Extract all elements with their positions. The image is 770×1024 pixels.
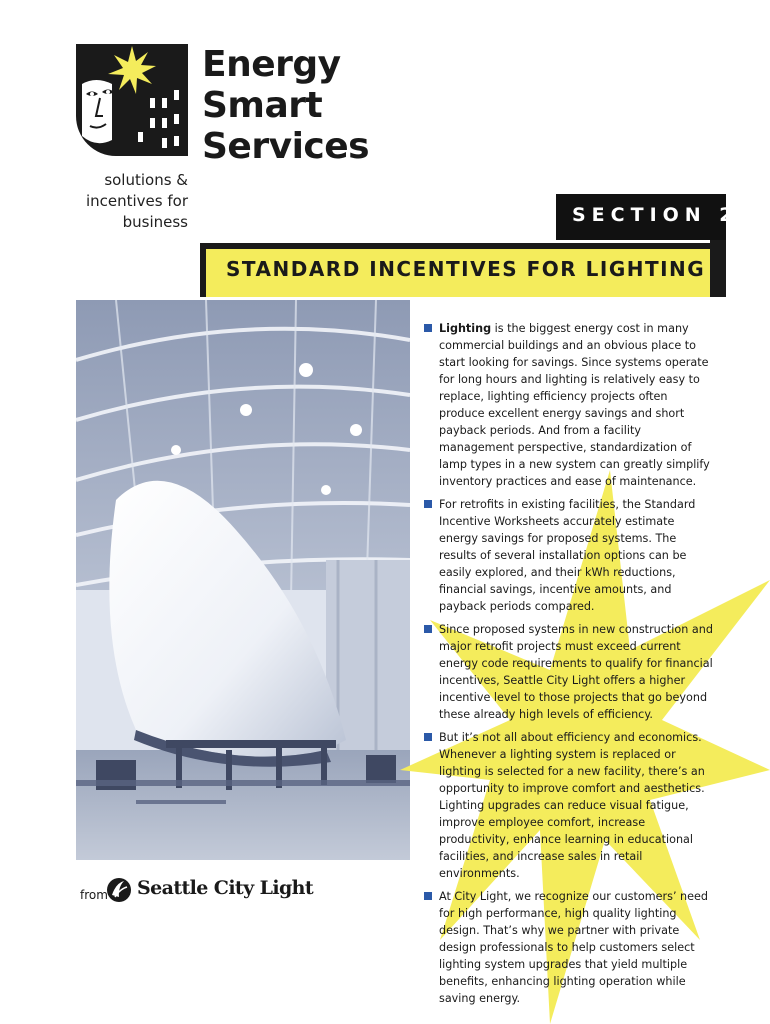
bullet-text: For retrofits in existing facilities, the Standard Incentive Worksheets accurately estimate energy savings for proposed systems. The results of several installation options can be easily explored, and their kWh reductions, financial savings, incentive amounts, and payback periods compared. xyxy=(439,498,696,613)
seattle-city-light-logo-icon xyxy=(106,875,132,905)
tagline-line-3: business xyxy=(122,213,188,231)
tagline-line-1: solutions & xyxy=(104,171,188,189)
utility-name: Seattle City Light xyxy=(137,877,314,899)
bullet-lead: Lighting xyxy=(439,322,492,335)
bullet-text: At City Light, we recognize our customers’ need for high performance, high quality lighting design. That’s why we partner with private design professionals to help customers select lighting system upgrades that yield multiple benefits, enhancing lighting operation while saving energy. xyxy=(439,890,709,1005)
energy-smart-logo-icon xyxy=(76,44,188,156)
bullet-item xyxy=(424,621,716,723)
bullet-square-icon xyxy=(424,733,432,741)
boat-hangar-photo xyxy=(76,300,410,860)
bullet-item xyxy=(424,888,716,1007)
bullet-text: Since proposed systems in new construction and major retrofit projects must exceed current energy code requirements to qualify for financial incentives, Seattle City Light offers a higher incentive level to those projects that go beyond these already high levels of efficiency. xyxy=(439,623,713,721)
bullet-text: is the biggest energy cost in many commercial buildings and an obvious place to start looking for savings. Since systems operate for long hours and lighting is relatively easy to replace, lighting efficiency projects often produce excellent energy savings and short payback periods. And from a facility management perspective, standardization of lamp types in a new system can greatly simplify inventory practices and ease of maintenance. xyxy=(439,322,710,488)
section-label: SECTION 2B xyxy=(572,204,760,226)
bullet-item xyxy=(424,496,716,615)
page-title: STANDARD INCENTIVES FOR LIGHTING xyxy=(226,257,706,281)
brand-name xyxy=(202,44,369,167)
bullet-square-icon xyxy=(424,892,432,900)
brand-line-1: Energy xyxy=(202,44,341,85)
from-label: from xyxy=(80,888,108,902)
brand-line-3: Services xyxy=(202,126,370,167)
bullet-square-icon xyxy=(424,500,432,508)
bullet-text: But it’s not all about efficiency and economics. Whenever a lighting system is replaced or lighting is selected for a new facility, there’s an opportunity to improve comfort and aesthetics. Lighting upgrades can reduce visual fatigue, improve employee comfort, increase productivity, enhance learning in educational facilities, and increase sales in retail environments. xyxy=(439,731,705,880)
bullet-item xyxy=(424,729,716,882)
title-band-shadow xyxy=(710,240,726,297)
bullet-square-icon xyxy=(424,625,432,633)
tagline-line-2: incentives for xyxy=(85,192,188,210)
bullet-square-icon xyxy=(424,324,432,332)
bullet-list xyxy=(424,320,716,1013)
tagline xyxy=(86,170,188,233)
bullet-item xyxy=(424,320,716,490)
brand-line-2: Smart xyxy=(202,85,323,126)
